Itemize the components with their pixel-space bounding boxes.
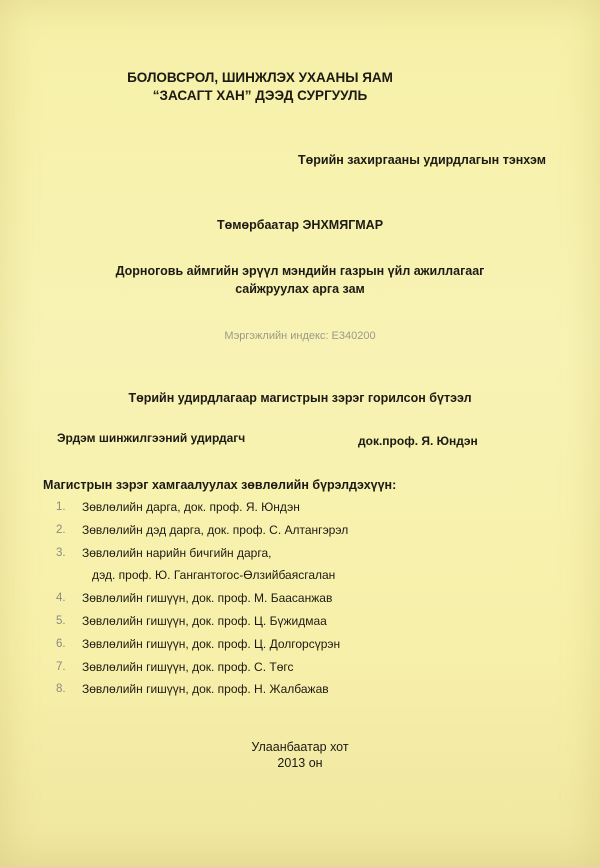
- committee-heading: Магистрын зэрэг хамгаалуулах зөвлөлийн бүрэлдэхүүн:: [43, 478, 397, 492]
- member-text: Зөвлөлийн дэд дарга, док. проф. С. Алтангэрэл: [82, 522, 349, 537]
- member-text: Зөвлөлийн гишүүн, док. проф. Н. Жалбажав: [82, 682, 329, 697]
- member-text: Зөвлөлийн гишүүн, док. проф. Ц. Долгорсүрэн: [82, 636, 341, 651]
- committee-member: [56, 610, 348, 633]
- member-text: Зөвлөлийн нарийн бичгийн дарга,: [82, 545, 272, 560]
- specialty-index: Мэргэжлийн индекс: Е340200: [224, 330, 376, 342]
- university-name: “ЗАСАГТ ХАН” ДЭЭД СУРГУУЛЬ: [152, 88, 368, 103]
- thesis-title-line-1: Дорноговь аймгийн эрүүл мэндийн газрын үйл ажиллагааг: [115, 264, 485, 278]
- committee-member: [56, 496, 348, 519]
- advisor-label: Эрдэм шинжилгээний удирдагч: [57, 431, 246, 445]
- member-text: Зөвлөлийн гишүүн, док. проф. Ц. Бүжидмаа: [82, 613, 327, 628]
- department-name: Төрийн захиргааны удирдлагын тэнхэм: [298, 153, 547, 167]
- member-text: дэд. проф. Ю. Гангантогос-Өлзийбаясгалан: [92, 568, 336, 583]
- member-number: 3.: [56, 546, 66, 559]
- advisor-name: док.проф. Я. Юндэн: [358, 434, 478, 448]
- member-text: Зөвлөлийн гишүүн, док. проф. С. Төгс: [82, 659, 294, 674]
- committee-member-list: [56, 496, 348, 701]
- city-name: Улаанбаатар хот: [251, 740, 349, 754]
- member-number: 7.: [56, 660, 66, 673]
- author-name: Төмөрбаатар ЭНХМЯГМАР: [216, 218, 384, 232]
- member-number: 4.: [56, 592, 66, 605]
- committee-member: [56, 633, 348, 656]
- ministry-name: БОЛОВСРОЛ, ШИНЖЛЭХ УХААНЫ ЯАМ: [127, 70, 393, 85]
- member-number: 2.: [56, 523, 66, 536]
- committee-member-continuation: [56, 564, 348, 587]
- committee-member: [56, 656, 348, 679]
- member-text: Зөвлөлийн гишүүн, док. проф. М. Баасанжав: [82, 591, 333, 606]
- member-number: 5.: [56, 614, 66, 627]
- member-number: 8.: [56, 683, 66, 696]
- member-number: 1.: [56, 501, 66, 513]
- committee-member: [56, 678, 348, 701]
- committee-member: [56, 542, 348, 565]
- thesis-title-line-2: сайжруулах арга зам: [235, 282, 365, 296]
- year: 2013 он: [277, 756, 323, 770]
- committee-member: [56, 519, 348, 542]
- committee-member: [56, 587, 348, 610]
- member-text: Зөвлөлийн дарга, док. проф. Я. Юндэн: [82, 500, 300, 514]
- degree-statement: Төрийн удирдлагаар магистрын зэрэг горилсон бүтээл: [128, 391, 472, 405]
- member-number: 6.: [56, 637, 66, 650]
